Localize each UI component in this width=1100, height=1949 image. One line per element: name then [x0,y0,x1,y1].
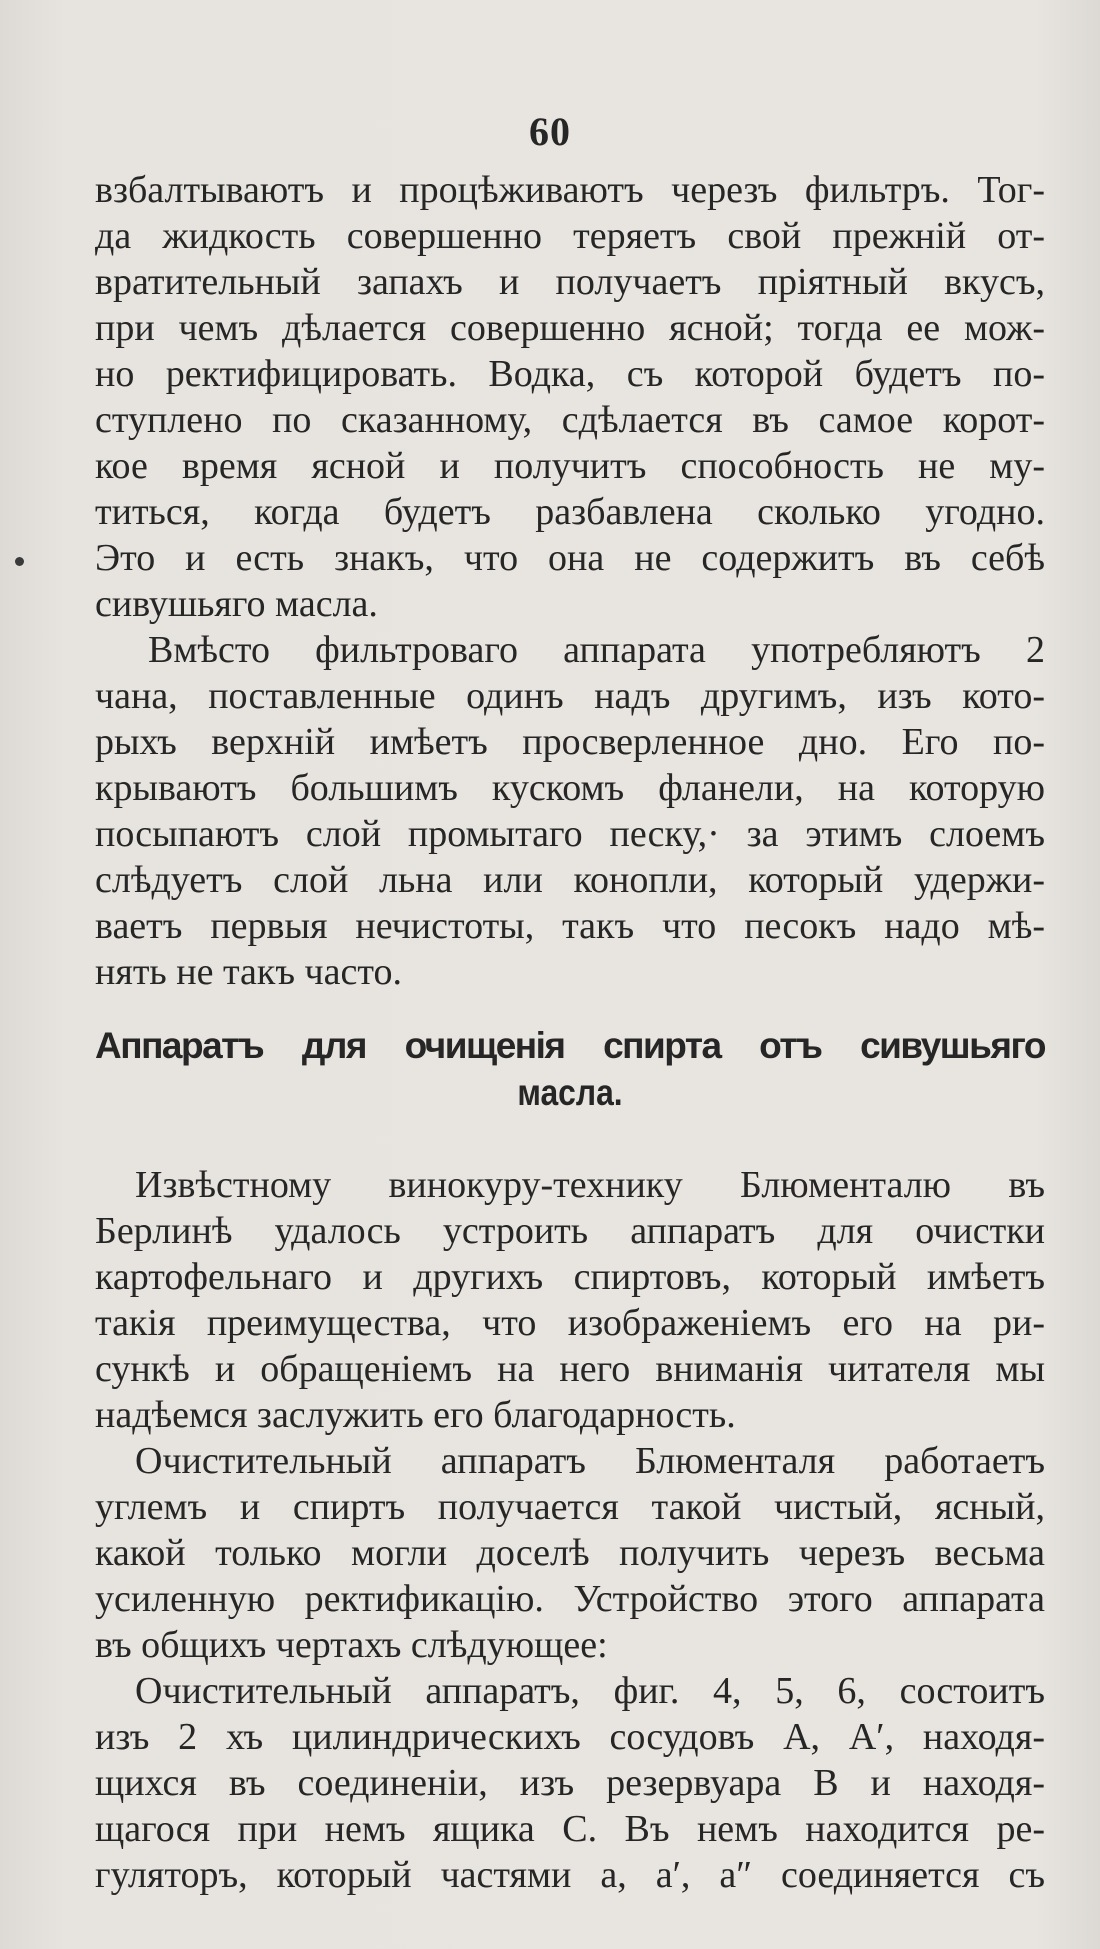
text-line: крываютъ большимъ кускомъ фланели, на которую [95,767,1045,809]
text-line: щихся въ соединенiи, изъ резервуара В и находя- [95,1762,1045,1804]
text-line: но ректифицировать. Водка, съ которой будетъ по- [95,353,1045,395]
margin-dot [15,557,24,566]
text-line: въ общихъ чертахъ слѣдующее: [95,1624,608,1666]
text-line: какой только могли доселѣ получить черезъ весьма [95,1532,1045,1574]
text-line: усиленную ректификацiю. Устройство этого аппарата [95,1578,1045,1620]
text-line: картофельнаго и другихъ спиртовъ, который имѣетъ [95,1256,1045,1298]
text-line: кое время ясной и получитъ способность не му- [95,445,1045,487]
text-line: Это и есть знакъ, что она не содержитъ въ себѣ [95,537,1045,579]
page-number: 60 [529,109,571,154]
text-line: углемъ и спиртъ получается такой чистый, ясный, [95,1486,1045,1528]
text-line: рыхъ верхнiй имѣетъ просверленное дно. Его по- [95,721,1045,763]
text-line: такiя преимущества, что изображенiемъ его на ри- [95,1302,1045,1344]
text-line: изъ 2 хъ цилиндрическихъ сосудовъ А, А′, находя- [95,1716,1045,1758]
text-line: нять не такъ часто. [95,951,402,993]
text-line: Извѣстному винокуру-технику Блюменталю въ [135,1164,1045,1206]
text-line: надѣемся заслужить его благодарность. [95,1394,736,1436]
text-line: Берлинѣ удалось устроить аппаратъ для очистки [95,1210,1045,1252]
text-line: слѣдуетъ слой льна или конопли, который удержи- [95,859,1045,901]
text-line: сивушьяго масла. [95,583,378,625]
text-line: да жидкость совершенно теряетъ свой прежнiй от- [95,215,1045,257]
text-line: ваетъ первыя нечистоты, такъ что песокъ надо мѣ- [95,905,1045,947]
text-line: Очистительный аппаратъ Блюменталя работаетъ [135,1440,1045,1482]
text-line: посыпаютъ слой промытаго песку,· за этимъ слоемъ [95,813,1045,855]
text-line: гуляторъ, который частями а, а′, а″ соединяется съ [95,1854,1045,1896]
text-line: ступлено по сказанному, сдѣлается въ самое корот- [95,399,1045,441]
text-line: Вмѣсто фильтроваго аппарата употребляютъ 2 [148,629,1045,671]
text-line: сункѣ и обращенiемъ на него вниманiя читателя мы [95,1348,1045,1390]
text-line: вратительный запахъ и получаетъ прiятный вкусъ, [95,261,1045,303]
text-line: взбалтываютъ и процѣживаютъ черезъ фильтръ. Тог- [95,169,1045,211]
text-line: при чемъ дѣлается совершенно ясной; тогда ее мож- [95,307,1045,349]
text-line: титься, когда будетъ разбавлена сколько угодно. [95,491,1045,533]
text-line: Очистительный аппаратъ, фиг. 4, 5, 6, состоитъ [135,1670,1045,1712]
section-heading: Аппаратъ для очищенiя спирта отъ сивушьяго [95,1025,1045,1066]
text-line: чана, поставленные одинъ надъ другимъ, изъ кото- [95,675,1045,717]
section-heading-continued: масла. [517,1072,623,1113]
text-line: щагося при немъ ящика С. Въ немъ находится ре- [95,1808,1045,1850]
